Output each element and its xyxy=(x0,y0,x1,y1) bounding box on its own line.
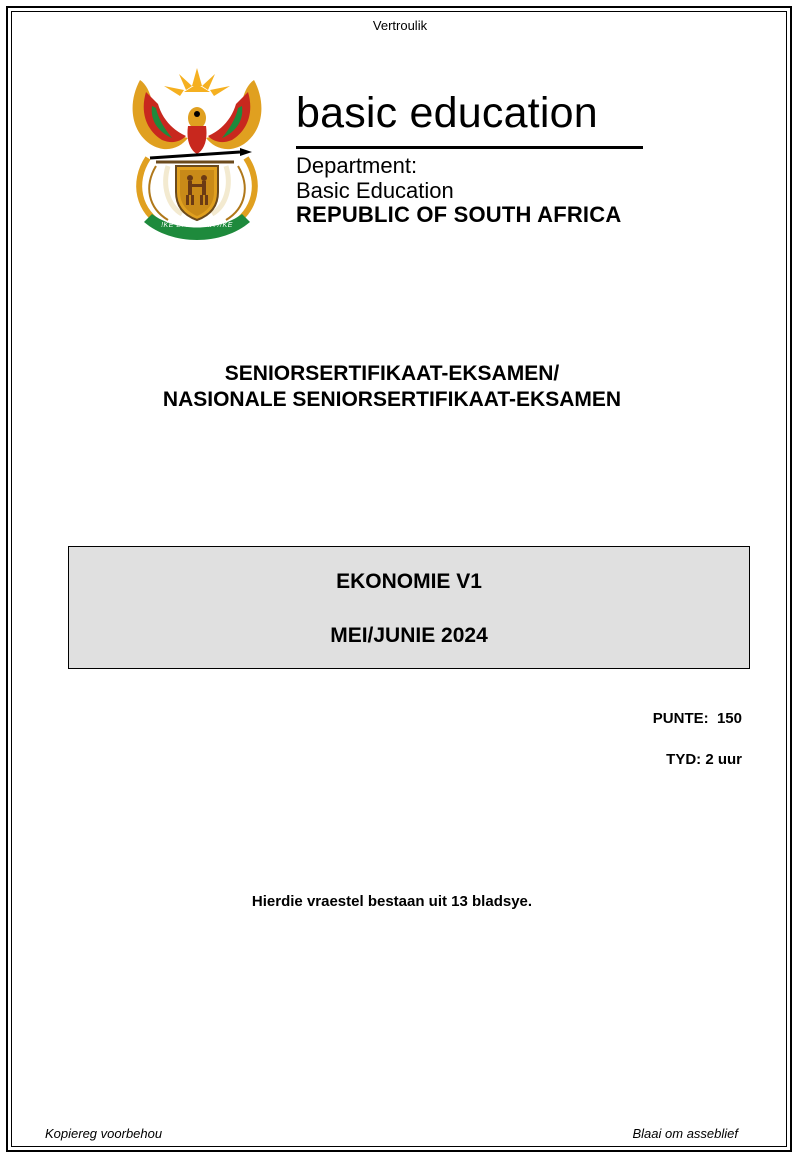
confidential-label: Vertroulik xyxy=(372,18,428,33)
coat-of-arms-icon xyxy=(122,62,272,244)
page-count-note: Hierdie vraestel bestaan uit 13 bladsye. xyxy=(251,893,533,910)
subject-box xyxy=(68,546,750,669)
copyright-footer: Kopiereg voorbehou xyxy=(45,1126,163,1141)
brand-title: basic education xyxy=(296,89,598,137)
exam-duration: TYD: 2 uur xyxy=(666,751,742,768)
exam-title-line2: NASIONALE SENIORSERTIFIKAAT-EKSAMEN xyxy=(162,388,622,411)
country-name: REPUBLIC OF SOUTH AFRICA xyxy=(296,202,622,227)
emblem-motto: !KE E: /XARRA //KE xyxy=(161,222,233,229)
department-label: Department: xyxy=(296,153,418,178)
exam-title-line1: SENIORSERTIFIKAAT-EKSAMEN/ xyxy=(224,362,560,385)
exam-session: MEI/JUNIE 2024 xyxy=(330,624,488,647)
brand-divider xyxy=(296,146,643,149)
subject-name: EKONOMIE V1 xyxy=(336,570,482,593)
department-name: Basic Education xyxy=(296,178,454,203)
total-marks: PUNTE: 150 xyxy=(652,710,742,727)
turn-over-footer: Blaai om asseblief xyxy=(632,1126,738,1141)
